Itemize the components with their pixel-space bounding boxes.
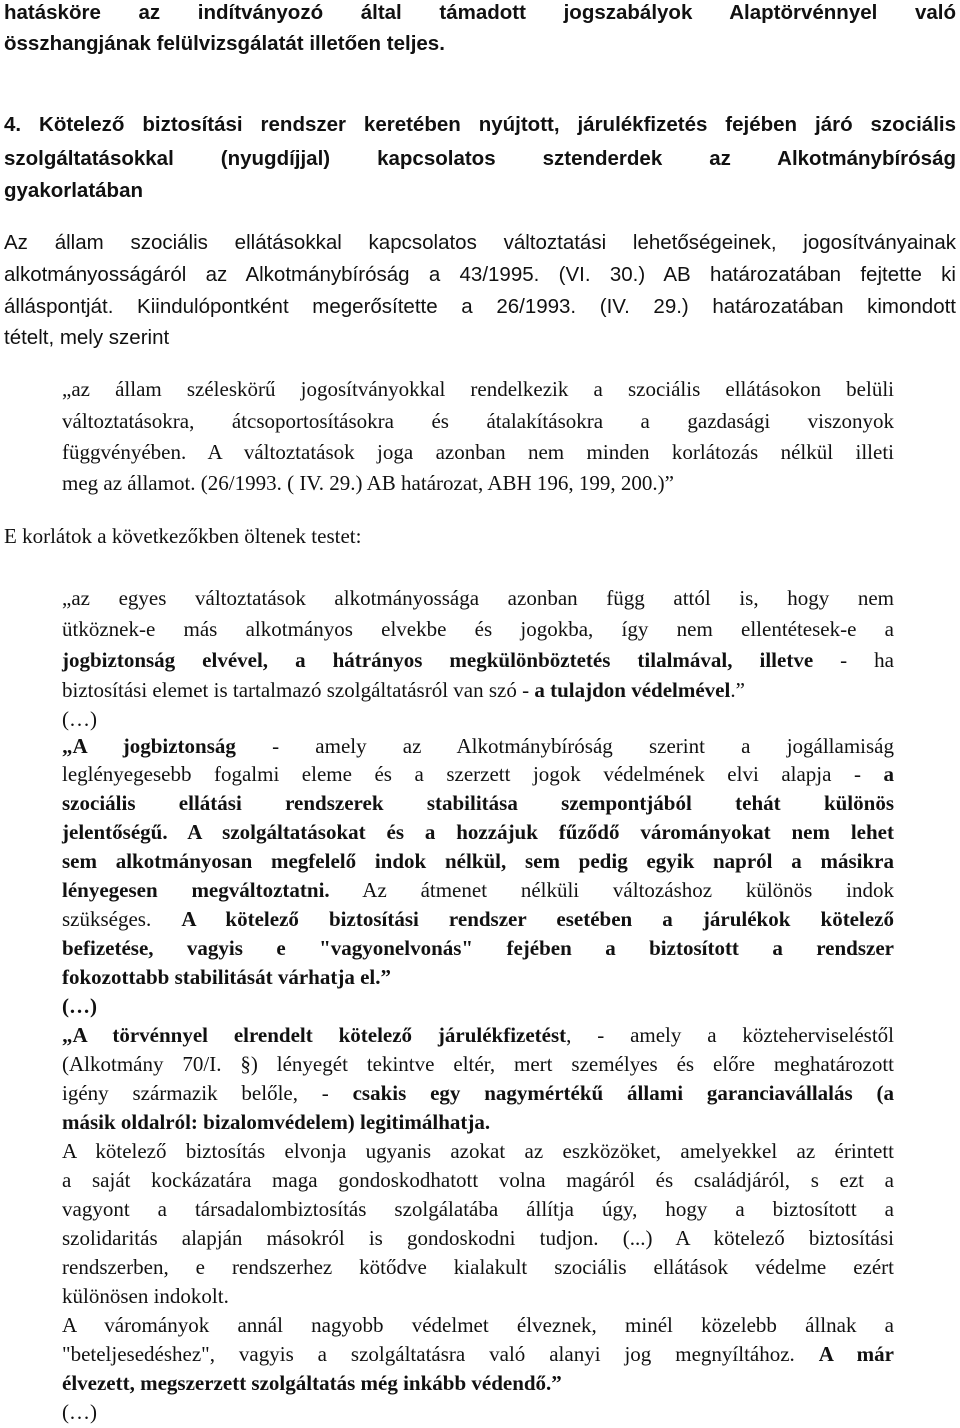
quote-2-line-14: fokozottabb stabilitását várhatja el.” (62, 965, 391, 989)
quote-2-line-2: ütköznek-e más alkotmányos elvekbe és jogokba, így nem ellentétesek-e a (62, 617, 894, 641)
quote-2-ellipsis-2: (…) (62, 994, 97, 1018)
quote-2-line-19: másik oldalról: bizalomvédelem) legitimálhatja. (62, 1110, 491, 1134)
quote-2-line-21: a saját kockázatára maga gondoskodhatott volna magáról és családjáról, s ezt a (62, 1168, 894, 1192)
quote-2-line-3: jogbiztonság elvével, a hátrányos megkülönböztetés tilalmával, illetve - ha (62, 648, 894, 672)
quote-1-line-1: „az állam széleskörű jogosítványokkal rendelkezik a szociális ellátásokon belüli (62, 377, 894, 401)
quote-2-ellipsis-3: (…) (62, 1400, 97, 1424)
quote-2-ellipsis-1: (…) (62, 707, 97, 731)
quote-2-line-27: "beteljesedéshez", vagyis a szolgáltatásra való alanyi jog megnyíltához. A már (62, 1342, 894, 1366)
quote-2-line-11: lényegesen megváltoztatni. Az átmenet nélküli változáshoz különös indok (62, 878, 894, 902)
paragraph-1-line-2: alkotmányosságáról az Alkotmánybíróság a 43/1995. (VI. 30.) AB határozatában fejtette ki (4, 263, 956, 286)
quote-2-line-20: A kötelező biztosítás elvonja ugyanis azokat az eszközöket, amelyekkel az érintett (62, 1139, 894, 1163)
quote-2-line-16: „A törvénnyel elrendelt kötelező járulékfizetést, - amely a közteherviseléstől (62, 1023, 894, 1047)
quote-1-line-3: függvényében. A változtatások joga azonban nem minden korlátozás nélkül illeti (62, 440, 894, 464)
quote-2-line-6: „A jogbiztonság - amely az Alkotmánybíróság szerint a jogállamiság (62, 734, 894, 758)
quote-2-line-13: befizetése, vagyis e "vagyonelvonás" fejében a biztosított a rendszer (62, 936, 894, 960)
paragraph-1-line-4: tételt, mely szerint (4, 326, 170, 349)
quote-2-line-10: sem alkotmányosan megfelelő indok nélkül, sem pedig egyik napról a másikra (62, 849, 894, 873)
quote-2-line-26: A várományok annál nagyobb védelmet élveznek, minél közelebb állnak a (62, 1313, 894, 1337)
paragraph-1-line-3: álláspontját. Kiindulópontként megerősítette a 26/1993. (IV. 29.) határozatában kimondott (4, 295, 956, 318)
quote-2-line-12: szükséges. A kötelező biztosítási rendszer esetében a járulékok kötelező (62, 907, 894, 931)
quote-2-line-1: „az egyes változtatások alkotmányossága azonban függ attól is, hogy nem (62, 586, 894, 610)
section-heading-line-3: gyakorlatában (4, 179, 143, 202)
quote-2-line-8: szociális ellátási rendszerek stabilitása szempontjából tehát különös (62, 791, 894, 815)
quote-2-line-18: igény származik belőle, - csakis egy nagymértékű állami garanciavállalás (a (62, 1081, 895, 1105)
quote-1-line-2: változtatásokra, átcsoportosításokra és átalakításokra a gazdasági viszonyok (62, 409, 894, 433)
intro-line-1: hatásköre az indítványozó által támadott jogszabályok Alaptörvénnyel való (4, 1, 956, 24)
quote-2-line-25: különösen indokolt. (62, 1284, 229, 1308)
quote-2-line-7: leglényegesebb fogalmi eleme és a szerzett jogok védelmének elvi alapja - a (62, 762, 894, 786)
quote-2-line-28: élvezett, megszerzett szolgáltatás még inkább védendő.” (62, 1371, 562, 1395)
paragraph-1-line-1: Az állam szociális ellátásokkal kapcsolatos változtatási lehetőségeinek, jogosítványainak (4, 231, 956, 254)
section-heading-line-2: szolgáltatásokkal (nyugdíjjal) kapcsolatos sztenderdek az Alkotmánybíróság (4, 147, 956, 170)
quote-2-line-4: biztosítási elemet is tartalmazó szolgáltatásról van szó - a tulajdon védelmével.” (62, 678, 745, 702)
quote-2-line-24: rendszerben, e rendszerhez kötődve kialakult szociális ellátások védelme ezért (62, 1255, 894, 1279)
intro-line-2: összhangjának felülvizsgálatát illetően teljes. (4, 32, 445, 55)
quote-2-line-22: vagyont a társadalombiztosítás szolgálatába állítja úgy, hogy a biztosított a (62, 1197, 894, 1221)
paragraph-2: E korlátok a következőkben öltenek testet: (4, 524, 362, 548)
section-heading-line-1: 4. Kötelező biztosítási rendszer keretében nyújtott, járulékfizetés fejében járó szociális (4, 113, 956, 136)
quote-1-line-4: meg az államot. (26/1993. ( IV. 29.) AB határozat, ABH 196, 199, 200.)” (62, 471, 674, 495)
quote-2-line-17: (Alkotmány 70/I. §) lényegét tekintve eltér, mert személyes és előre meghatározott (62, 1052, 894, 1076)
quote-2-line-23: szolidaritás alapján másokról is gondoskodni tudjon. (...) A kötelező biztosítási (62, 1226, 894, 1250)
quote-2-line-9: jelentőségű. A szolgáltatásokat és a hozzájuk fűződő várományokat nem lehet (62, 820, 894, 844)
